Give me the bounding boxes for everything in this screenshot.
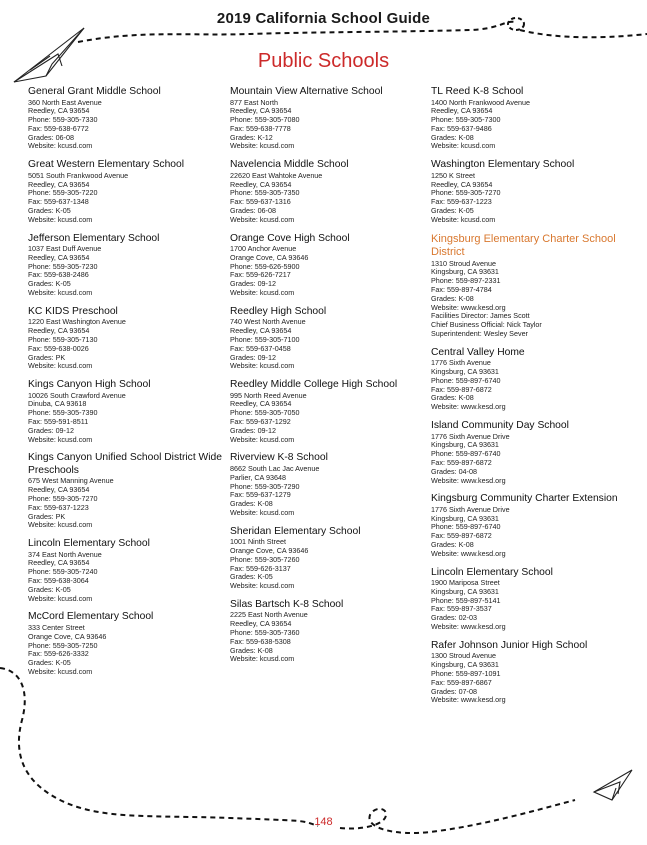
school-detail-line: 8662 South Lac Jac Avenue — [230, 463, 320, 473]
column-1 — [28, 86, 224, 685]
school-detail-line: Reedley, CA 93654 — [230, 106, 292, 116]
school-detail-line: 1220 East Washington Avenue — [28, 317, 126, 327]
school-entry — [230, 86, 426, 151]
school-entry — [28, 86, 224, 151]
school-entry — [431, 493, 627, 558]
school-detail-line: Fax: 559-637-0458 — [230, 343, 291, 353]
school-detail-line: Grades: K-05 — [431, 205, 474, 215]
school-name: McCord Elementary School — [28, 611, 154, 623]
school-detail-line: Phone: 559-897-6740 — [431, 449, 501, 459]
school-entry — [431, 347, 627, 412]
school-detail-line: Phone: 559-305-7080 — [230, 115, 300, 125]
school-detail-line: Fax: 559-591-8511 — [28, 417, 89, 427]
column-2 — [230, 86, 426, 672]
school-entry — [230, 599, 426, 664]
school-name: Washington Elementary School — [431, 159, 575, 171]
school-detail-line: Phone: 559-305-7220 — [28, 188, 98, 198]
school-detail-line: Kingsburg, CA 93631 — [431, 513, 499, 523]
school-name: Silas Bartsch K-8 School — [230, 598, 344, 610]
school-detail-line: 995 North Reed Avenue — [230, 390, 307, 400]
school-detail-line: Website: www.kesd.org — [431, 622, 506, 632]
school-detail-line: Kingsburg, CA 93631 — [431, 367, 499, 377]
left-dashed-line — [0, 668, 318, 826]
school-detail-line: Website: kcusd.com — [230, 361, 295, 371]
school-detail-line: Phone: 559-305-7360 — [230, 628, 300, 638]
school-detail-line: Fax: 559-897-6872 — [431, 457, 492, 467]
school-entry — [230, 452, 426, 517]
school-detail-line: Grades: 09-12 — [230, 352, 276, 362]
school-detail-line: 2225 East North Avenue — [230, 610, 308, 620]
school-detail-line: 1300 Stroud Avenue — [431, 651, 497, 661]
school-detail-line: Grades: 09-12 — [28, 425, 74, 435]
school-detail-line: Website: kcusd.com — [28, 214, 93, 224]
school-detail-line: Phone: 559-305-7270 — [28, 494, 98, 503]
school-detail-line: Fax: 559-637-1223 — [431, 197, 492, 207]
school-detail-line: Reedley, CA 93654 — [28, 326, 90, 336]
school-detail-line: Phone: 559-305-7100 — [230, 334, 300, 344]
school-entry — [230, 306, 426, 371]
school-detail-line: Fax: 559-637-1316 — [230, 197, 291, 207]
school-detail-line: Grades: 09-12 — [230, 425, 276, 435]
school-detail-line: Website: www.kesd.org — [431, 402, 506, 412]
school-detail-line: Reedley, CA 93654 — [28, 485, 90, 495]
school-detail-line: Fax: 559-637-1292 — [230, 417, 291, 427]
school-entry — [431, 567, 627, 632]
school-detail-line: Phone: 559-305-7240 — [28, 567, 98, 577]
school-detail-line: Fax: 559-638-3064 — [28, 576, 89, 586]
school-detail-line: 877 East North — [230, 97, 278, 107]
school-detail-line: Phone: 559-305-7290 — [230, 481, 300, 491]
school-detail-line: Reedley, CA 93654 — [230, 619, 292, 629]
school-entry — [28, 379, 224, 444]
school-detail-line: Website: kcusd.com — [230, 654, 295, 664]
school-detail-line: Grades: K-12 — [230, 132, 273, 142]
school-detail-line: Phone: 559-305-7300 — [431, 115, 501, 125]
school-detail-line: Orange Cove, CA 93646 — [28, 631, 107, 641]
school-name: Orange Cove High School — [230, 232, 350, 244]
school-name: TL Reed K-8 School — [431, 86, 524, 97]
school-detail-line: Grades: K-05 — [28, 584, 71, 594]
school-detail-line: Grades: K-05 — [28, 205, 71, 215]
paper-plane-small-icon — [594, 770, 632, 800]
school-detail-line: 333 Center Street — [28, 622, 85, 632]
school-name: Navelencia Middle School — [230, 159, 349, 171]
school-detail-line: 1900 Mariposa Street — [431, 578, 500, 588]
school-detail-line: Website: kcusd.com — [28, 434, 93, 444]
school-detail-line: Phone: 559-305-7330 — [28, 115, 98, 125]
school-name: Kings Canyon High School — [28, 379, 151, 391]
school-entry — [28, 611, 224, 676]
school-detail-line: Fax: 559-897-6867 — [431, 677, 492, 687]
school-detail-line: Phone: 559-305-7130 — [28, 334, 98, 344]
school-detail-line: Website: kcusd.com — [230, 288, 295, 298]
school-detail-line: Phone: 559-897-6740 — [431, 375, 501, 385]
school-detail-line: Grades: K-08 — [230, 499, 273, 509]
column-3 — [431, 86, 627, 713]
school-detail-line: Website: kcusd.com — [431, 214, 496, 224]
school-entry — [431, 640, 627, 705]
school-detail-line: Website: kcusd.com — [28, 288, 93, 298]
school-name: Reedley Middle College High School — [230, 379, 398, 391]
school-entry — [431, 159, 627, 224]
school-detail-line: 1700 Anchor Avenue — [230, 244, 297, 254]
school-detail-line: Phone: 559-305-7250 — [28, 640, 98, 650]
school-detail-line: Orange Cove, CA 93646 — [230, 545, 309, 555]
school-detail-line: Fax: 559-897-4784 — [431, 284, 492, 294]
school-detail-line: Website: kcusd.com — [230, 141, 295, 151]
school-detail-line: Reedley, CA 93654 — [230, 179, 292, 189]
school-name: Reedley High School — [230, 305, 327, 317]
school-name: Jefferson Elementary School — [28, 232, 160, 244]
school-detail-line: Fax: 559-637-9486 — [431, 123, 492, 133]
school-detail-line: Reedley, CA 93654 — [28, 252, 90, 262]
school-detail-line: Fax: 559-637-1223 — [28, 502, 89, 512]
school-detail-line: Grades: K-08 — [230, 645, 273, 655]
school-detail-line: Grades: K-08 — [431, 539, 474, 549]
school-detail-line: Kingsburg, CA 93631 — [431, 267, 499, 277]
school-detail-line: Website: kcusd.com — [28, 593, 93, 603]
school-detail-line: Website: kcusd.com — [431, 141, 496, 151]
school-detail-line: Phone: 559-897-5141 — [431, 595, 501, 605]
school-detail-line: Reedley, CA 93654 — [28, 558, 90, 568]
school-name: Sheridan Elementary School — [230, 525, 361, 537]
school-detail-line: 360 North East Avenue — [28, 97, 102, 107]
school-entry — [28, 452, 224, 530]
school-detail-line: 1776 Sixth Avenue — [431, 358, 491, 368]
school-detail-line: Fax: 559-897-3537 — [431, 604, 492, 614]
school-detail-line: Kingsburg, CA 93631 — [431, 586, 499, 596]
school-detail-line: Phone: 559-626-5900 — [230, 261, 300, 271]
school-detail-line: 1001 Ninth Street — [230, 537, 286, 547]
school-detail-line: Phone: 559-305-7050 — [230, 408, 300, 418]
school-detail-line: Orange Cove, CA 93646 — [230, 252, 309, 262]
school-detail-line: Phone: 559-897-1091 — [431, 668, 501, 678]
school-detail-line: 740 West North Avenue — [230, 317, 306, 327]
school-entry — [230, 526, 426, 591]
school-detail-line: Phone: 559-305-7390 — [28, 408, 98, 418]
school-detail-line: Website: kcusd.com — [230, 434, 295, 444]
school-detail-line: Fax: 559-638-5308 — [230, 636, 291, 646]
school-name: Mountain View Alternative School — [230, 86, 383, 97]
school-detail-line: Reedley, CA 93654 — [230, 399, 292, 409]
school-detail-line: Reedley, CA 93654 — [431, 179, 493, 189]
school-detail-line: Website: kcusd.com — [28, 666, 93, 676]
school-detail-line: Fax: 559-626-3332 — [28, 649, 89, 659]
school-detail-line: Website: kcusd.com — [230, 581, 295, 591]
school-detail-line: Phone: 559-305-7260 — [230, 554, 300, 564]
school-detail-line: Grades: K-05 — [230, 572, 273, 582]
school-detail-line: Reedley, CA 93654 — [28, 179, 90, 189]
school-detail-line: 5051 South Frankwood Avenue — [28, 170, 129, 180]
school-detail-line: Phone: 559-305-7350 — [230, 188, 300, 198]
school-detail-line: Chief Business Official: Nick Taylor — [431, 320, 542, 330]
school-detail-line: Grades: PK — [28, 511, 66, 521]
school-detail-line: 1400 North Frankwood Avenue — [431, 97, 530, 107]
school-entry — [230, 233, 426, 298]
school-detail-line: Grades: 07-08 — [431, 686, 477, 696]
school-detail-line: Website: www.kesd.org — [431, 302, 506, 312]
school-detail-line: 1776 Sixth Avenue Drive — [431, 431, 510, 441]
school-detail-line: Grades: K-08 — [431, 393, 474, 403]
school-name: Lincoln Elementary School — [28, 538, 150, 550]
school-detail-line: Grades: 06-08 — [230, 205, 276, 215]
school-detail-line: Facilities Director: James Scott — [431, 311, 530, 321]
school-detail-line: Grades: 09-12 — [230, 279, 276, 289]
school-detail-line: Fax: 559-897-6872 — [431, 531, 492, 541]
school-detail-line: Website: kcusd.com — [230, 214, 295, 224]
school-detail-line: Reedley, CA 93654 — [28, 106, 90, 116]
school-entry — [28, 233, 224, 298]
school-detail-line: Kingsburg, CA 93631 — [431, 660, 499, 670]
school-detail-line: Grades: K-08 — [431, 293, 474, 303]
school-detail-line: Fax: 559-626-3137 — [230, 563, 291, 573]
school-entry — [28, 159, 224, 224]
school-detail-line: Fax: 559-638-2486 — [28, 270, 89, 280]
school-entry — [28, 538, 224, 603]
school-entry — [431, 233, 627, 339]
school-detail-line: Fax: 559-897-6872 — [431, 384, 492, 394]
school-detail-line: 10026 South Crawford Avenue — [28, 390, 126, 400]
school-entry — [431, 86, 627, 151]
school-detail-line: Website: www.kesd.org — [431, 475, 506, 485]
school-name: Central Valley Home — [431, 346, 525, 358]
page-number: 148 — [314, 816, 333, 828]
school-detail-line: Phone: 559-897-2331 — [431, 276, 501, 286]
school-name: KC KIDS Preschool — [28, 305, 118, 317]
school-detail-line: Grades: PK — [28, 352, 66, 362]
school-name: Riverview K-8 School — [230, 452, 328, 464]
school-entry — [431, 420, 627, 485]
school-detail-line: Fax: 559-626-7217 — [230, 270, 291, 280]
school-detail-line: Phone: 559-897-6740 — [431, 522, 501, 532]
school-detail-line: Website: www.kesd.org — [431, 695, 506, 705]
school-detail-line: Grades: K-05 — [28, 658, 71, 668]
school-detail-line: 1776 Sixth Avenue Drive — [431, 504, 510, 514]
school-detail-line: 1310 Stroud Avenue — [431, 258, 497, 268]
school-detail-line: Fax: 559-637-1279 — [230, 490, 291, 500]
school-name: Island Community Day School — [431, 420, 569, 432]
school-detail-line: Parlier, CA 93648 — [230, 472, 286, 482]
school-name: Kingsburg Community Charter Extension — [431, 493, 618, 505]
school-detail-line: Website: kcusd.com — [28, 361, 93, 371]
school-entry — [230, 159, 426, 224]
school-detail-line: Grades: K-08 — [431, 132, 474, 142]
school-entry — [230, 379, 426, 444]
school-name: Rafer Johnson Junior High School — [431, 639, 588, 651]
school-detail-line: Phone: 559-305-7230 — [28, 261, 98, 271]
school-detail-line: Superintendent: Wesley Sever — [431, 328, 528, 338]
school-detail-line: Fax: 559-638-6772 — [28, 123, 89, 133]
school-name: Great Western Elementary School — [28, 159, 185, 171]
school-detail-line: Fax: 559-638-0026 — [28, 343, 89, 353]
section-title: Public Schools — [257, 50, 390, 72]
school-detail-line: Reedley, CA 93654 — [431, 106, 493, 116]
school-detail-line: 374 East North Avenue — [28, 549, 102, 559]
school-detail-line: Website: www.kesd.org — [431, 548, 506, 558]
school-detail-line: Reedley, CA 93654 — [230, 326, 292, 336]
school-detail-line: Grades: K-05 — [28, 279, 71, 289]
school-detail-line: Kingsburg, CA 93631 — [431, 440, 499, 450]
guide-title: 2019 California School Guide — [216, 10, 431, 27]
school-detail-line: Website: kcusd.com — [28, 141, 93, 151]
school-detail-line: Grades: 06-08 — [28, 132, 74, 142]
school-detail-line: 675 West Manning Avenue — [28, 476, 114, 486]
school-detail-line: Website: kcusd.com — [230, 507, 295, 517]
school-entry — [28, 306, 224, 371]
school-detail-line: 1250 K Street — [431, 170, 475, 180]
school-detail-line: Grades: 04-08 — [431, 466, 477, 476]
school-name: Kingsburg Elementary Charter School District — [431, 232, 616, 259]
school-detail-line: Grades: 02-03 — [431, 613, 477, 623]
school-name: General Grant Middle School — [28, 86, 161, 97]
school-detail-line: 1037 East Duff Avenue — [28, 244, 102, 254]
school-detail-line: Fax: 559-638-7778 — [230, 123, 291, 133]
school-name: Kings Canyon Unified School District Wide Preschools — [28, 452, 223, 476]
school-detail-line: Phone: 559-305-7270 — [431, 188, 501, 198]
school-detail-line: Dinuba, CA 93618 — [28, 399, 87, 409]
school-detail-line: Fax: 559-637-1348 — [28, 197, 89, 207]
school-detail-line: Website: kcusd.com — [28, 520, 93, 530]
school-detail-line: 22620 East Wahtoke Avenue — [230, 170, 323, 180]
school-name: Lincoln Elementary School — [431, 566, 553, 578]
